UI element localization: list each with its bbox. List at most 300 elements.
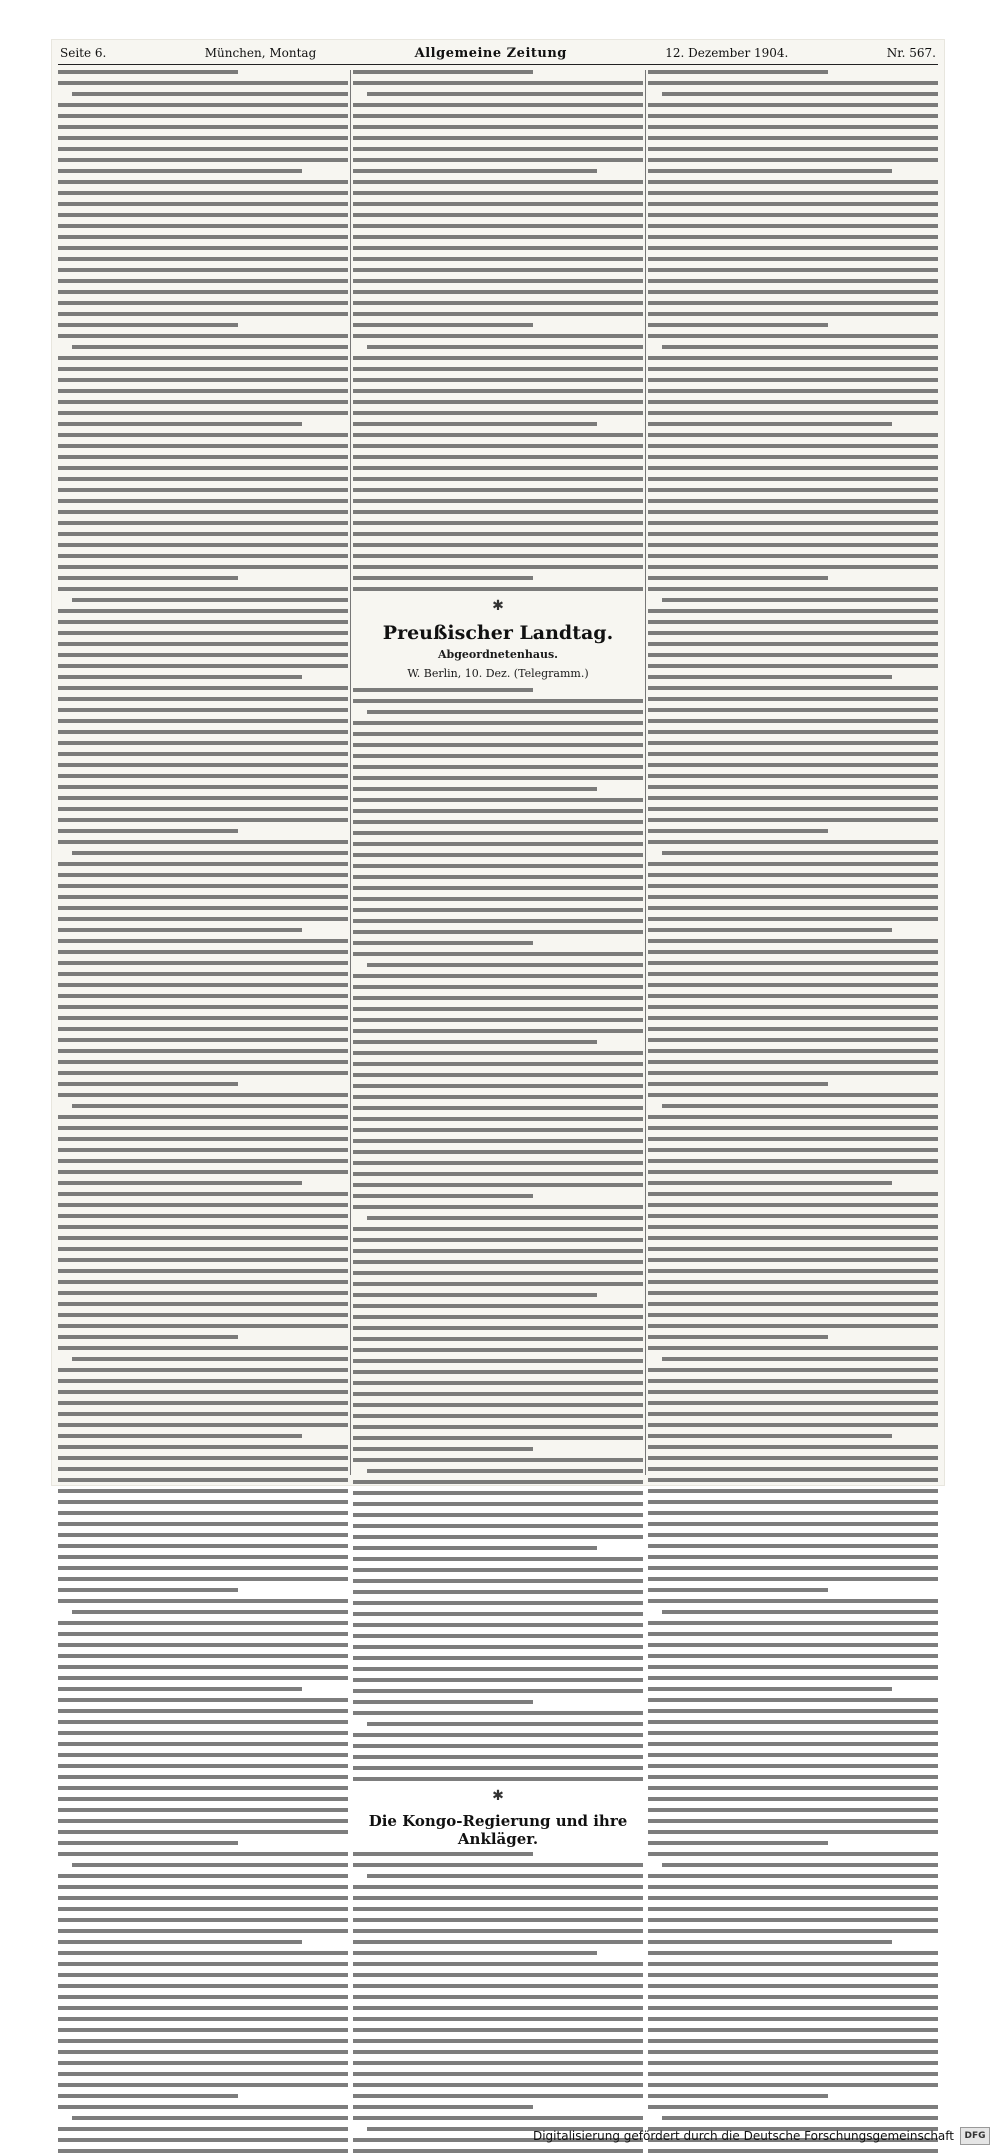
text-line	[353, 268, 643, 272]
text-line	[58, 334, 348, 338]
issue-date: 12. Dezember 1904.	[665, 46, 789, 60]
text-line	[648, 950, 938, 954]
text-line	[353, 1733, 643, 1737]
text-line	[648, 389, 938, 393]
text-line	[353, 532, 643, 536]
text-line	[58, 983, 348, 987]
text-line	[353, 444, 643, 448]
place-day: München, Montag	[204, 46, 317, 60]
text-line	[648, 1324, 938, 1328]
text-line	[58, 697, 348, 701]
text-line	[353, 235, 643, 239]
text-line	[353, 743, 643, 747]
text-line	[58, 752, 348, 756]
text-line	[648, 1621, 938, 1625]
text-line	[648, 1346, 938, 1350]
text-line	[58, 1401, 348, 1405]
text-line	[648, 2083, 938, 2087]
text-line	[58, 1687, 302, 1691]
text-line	[648, 829, 828, 833]
text-line	[353, 776, 643, 780]
text-line	[353, 1491, 643, 1495]
text-line	[353, 1260, 643, 1264]
text-line	[648, 1907, 938, 1911]
text-line	[353, 543, 643, 547]
text-line	[58, 1918, 348, 1922]
text-line	[58, 1082, 238, 1086]
text-line	[353, 1117, 643, 1121]
text-line	[353, 1755, 643, 1759]
text-line	[353, 70, 533, 74]
text-line	[353, 875, 643, 879]
text-line	[353, 301, 643, 305]
text-line	[648, 785, 938, 789]
text-line	[58, 620, 348, 624]
text-line	[353, 422, 597, 426]
text-line	[353, 158, 643, 162]
text-line	[662, 2116, 938, 2120]
text-line	[648, 224, 938, 228]
text-line	[353, 224, 643, 228]
text-line	[662, 92, 938, 96]
text-line	[353, 1040, 597, 1044]
text-line	[353, 1579, 643, 1583]
text-line	[353, 1293, 597, 1297]
text-line	[58, 1247, 348, 1251]
text-line	[648, 136, 938, 140]
text-line	[648, 367, 938, 371]
text-line	[58, 2017, 348, 2021]
text-line	[648, 1412, 938, 1416]
text-line	[648, 1643, 938, 1647]
text-line	[648, 2149, 938, 2153]
text-line	[58, 1236, 348, 1240]
text-line	[58, 136, 348, 140]
text-line	[58, 323, 238, 327]
text-line	[353, 1863, 643, 1867]
article-text-block	[353, 70, 643, 591]
text-line	[58, 1225, 348, 1229]
text-line	[648, 565, 938, 569]
text-line	[648, 1973, 938, 1977]
text-line	[648, 356, 938, 360]
text-line	[353, 1304, 643, 1308]
text-line	[58, 279, 348, 283]
text-line	[353, 1995, 643, 1999]
text-line	[353, 1172, 643, 1176]
text-line	[58, 488, 348, 492]
text-line	[353, 466, 643, 470]
text-line	[648, 1929, 938, 1933]
text-line	[58, 499, 348, 503]
text-line	[58, 1379, 348, 1383]
text-line	[648, 2017, 938, 2021]
text-line	[58, 1159, 348, 1163]
text-line	[648, 1962, 938, 1966]
text-line	[58, 1412, 348, 1416]
text-line	[648, 2094, 828, 2098]
text-line	[353, 389, 643, 393]
text-line	[58, 1555, 348, 1559]
text-line	[353, 1051, 643, 1055]
text-line	[648, 1478, 938, 1482]
text-line	[58, 2072, 348, 2076]
text-line	[58, 1434, 302, 1438]
text-line	[648, 1258, 938, 1262]
text-line	[58, 1390, 348, 1394]
text-line	[58, 1027, 348, 1031]
text-line	[648, 1027, 938, 1031]
text-line	[648, 1874, 938, 1878]
text-line	[648, 202, 938, 206]
text-line	[648, 1247, 938, 1251]
text-line	[58, 103, 348, 107]
text-line	[58, 719, 348, 723]
text-line	[58, 1632, 348, 1636]
text-line	[58, 1797, 348, 1801]
text-line	[648, 444, 938, 448]
text-line	[353, 334, 643, 338]
text-line	[58, 950, 348, 954]
text-line	[353, 1205, 643, 1209]
text-line	[58, 1907, 348, 1911]
text-line	[58, 2061, 348, 2065]
text-line	[353, 147, 643, 151]
issue-number: Nr. 567.	[886, 46, 936, 60]
text-line	[353, 103, 643, 107]
text-line	[648, 1676, 938, 1680]
text-line	[353, 831, 643, 835]
text-line	[58, 510, 348, 514]
text-line	[648, 587, 938, 591]
text-line	[648, 213, 938, 217]
text-line	[648, 1071, 938, 1075]
text-line	[648, 1467, 938, 1471]
text-line	[648, 1588, 828, 1592]
text-line	[648, 1060, 938, 1064]
text-line	[353, 930, 643, 934]
text-line	[58, 1005, 348, 1009]
text-line	[58, 1665, 348, 1669]
text-line	[58, 1291, 348, 1295]
text-line	[648, 1665, 938, 1669]
text-line	[367, 710, 643, 714]
text-line	[353, 1106, 643, 1110]
text-line	[58, 1544, 348, 1548]
text-line	[58, 730, 348, 734]
text-line	[353, 323, 533, 327]
text-line	[58, 1137, 348, 1141]
text-line	[648, 895, 938, 899]
text-line	[648, 1522, 938, 1526]
text-line	[648, 532, 938, 536]
text-line	[648, 1390, 938, 1394]
text-line	[58, 213, 348, 217]
text-line	[648, 576, 828, 580]
text-line	[58, 1808, 348, 1812]
text-line	[58, 1764, 348, 1768]
text-line	[353, 1973, 643, 1977]
text-line	[353, 2061, 643, 2065]
text-line	[648, 1093, 938, 1097]
text-line	[648, 1654, 938, 1658]
text-line	[353, 356, 643, 360]
text-line	[353, 455, 643, 459]
text-line	[648, 1731, 938, 1735]
text-line	[58, 1731, 348, 1735]
text-line	[367, 92, 643, 96]
text-line	[72, 345, 348, 349]
column-divider	[350, 70, 351, 1475]
text-line	[353, 1766, 643, 1770]
text-line	[367, 1469, 643, 1473]
text-line	[58, 1753, 348, 1757]
text-line	[648, 675, 892, 679]
text-line	[353, 853, 643, 857]
text-line	[72, 851, 348, 855]
text-line	[648, 378, 938, 382]
text-line	[648, 191, 938, 195]
text-line	[72, 1610, 348, 1614]
text-line	[648, 1236, 938, 1240]
text-line	[353, 1139, 643, 1143]
text-line	[353, 1929, 643, 1933]
text-line	[353, 897, 643, 901]
text-line	[58, 1258, 348, 1262]
text-line	[58, 785, 348, 789]
text-line	[58, 422, 302, 426]
text-line	[58, 2050, 348, 2054]
digitization-credit	[533, 2127, 990, 2145]
text-line	[648, 1555, 938, 1559]
column-2	[353, 70, 643, 1848]
text-line	[353, 1381, 643, 1385]
dateline: W. Berlin, 10. Dez. (Telegramm.)	[407, 667, 589, 680]
text-line	[648, 2105, 938, 2109]
text-line	[58, 972, 348, 976]
text-line	[353, 1392, 643, 1396]
text-line	[58, 444, 348, 448]
text-line	[648, 1225, 938, 1229]
text-line	[58, 1874, 348, 1878]
text-line	[353, 1271, 643, 1275]
text-line	[353, 2105, 533, 2109]
text-line	[58, 1621, 348, 1625]
text-line	[58, 1984, 348, 1988]
text-line	[353, 1667, 643, 1671]
text-line	[648, 983, 938, 987]
text-line	[353, 378, 643, 382]
text-line	[72, 1104, 348, 1108]
text-line	[648, 1181, 892, 1185]
text-line	[58, 686, 348, 690]
text-line	[648, 796, 938, 800]
text-line	[58, 675, 302, 679]
text-line	[58, 290, 348, 294]
text-line	[72, 598, 348, 602]
text-line	[58, 301, 348, 305]
text-line	[648, 1720, 938, 1724]
column-divider	[645, 70, 646, 1475]
text-line	[353, 1590, 643, 1594]
text-line	[353, 1885, 643, 1889]
text-line	[353, 1557, 643, 1561]
text-line	[353, 257, 643, 261]
text-line	[58, 1049, 348, 1053]
text-line	[353, 2094, 643, 2098]
text-line	[58, 609, 348, 613]
text-line	[353, 1282, 643, 1286]
text-line	[58, 1830, 348, 1834]
text-line	[648, 708, 938, 712]
text-line	[353, 1447, 533, 1451]
text-line	[58, 1533, 348, 1537]
text-line	[648, 1632, 938, 1636]
text-line	[353, 1984, 643, 1988]
text-line	[353, 1084, 643, 1088]
text-line	[648, 631, 938, 635]
text-line	[58, 1962, 348, 1966]
text-line	[58, 2083, 348, 2087]
text-line	[58, 708, 348, 712]
text-line	[58, 1346, 348, 1350]
text-line	[353, 114, 643, 118]
text-line	[353, 290, 643, 294]
text-line	[648, 686, 938, 690]
text-line	[648, 1434, 892, 1438]
text-line	[58, 1170, 348, 1174]
text-line	[648, 1786, 938, 1790]
text-line	[648, 862, 938, 866]
text-line	[72, 1357, 348, 1361]
text-line	[353, 1458, 643, 1462]
text-line	[353, 974, 643, 978]
text-line	[58, 356, 348, 360]
article-text-block	[353, 1852, 643, 2153]
text-line	[648, 730, 938, 734]
text-line	[648, 1291, 938, 1295]
text-line	[648, 917, 938, 921]
text-line	[58, 1995, 348, 1999]
text-line	[662, 1357, 938, 1361]
dfg-logo-icon: DFG	[960, 2127, 990, 2145]
text-line	[58, 1302, 348, 1306]
text-line	[648, 411, 938, 415]
credit-text: Digitalisierung gefördert durch die Deutsche Forschungsgemeinschaft	[532, 2129, 954, 2143]
section-separator: ✱	[492, 598, 504, 614]
text-line	[353, 1951, 597, 1955]
text-line	[353, 1907, 643, 1911]
text-line	[58, 1115, 348, 1119]
text-line	[648, 994, 938, 998]
page-header	[60, 44, 936, 62]
text-line	[58, 400, 348, 404]
text-line	[58, 477, 348, 481]
text-line	[353, 213, 643, 217]
text-line	[58, 521, 348, 525]
text-line	[58, 411, 348, 415]
text-line	[648, 2006, 938, 2010]
text-line	[58, 1522, 348, 1526]
text-line	[353, 820, 643, 824]
text-line	[648, 1005, 938, 1009]
text-line	[648, 1137, 938, 1141]
text-line	[58, 994, 348, 998]
text-line	[58, 180, 348, 184]
text-line	[648, 246, 938, 250]
text-line	[367, 963, 643, 967]
text-line	[662, 1104, 938, 1108]
text-line	[648, 1445, 938, 1449]
text-line	[353, 1359, 643, 1363]
text-line	[353, 1962, 643, 1966]
text-line	[58, 246, 348, 250]
text-line	[58, 433, 348, 437]
text-line	[648, 1489, 938, 1493]
text-line	[353, 919, 643, 923]
text-line	[353, 2017, 643, 2021]
text-line	[353, 721, 643, 725]
text-line	[353, 400, 643, 404]
text-line	[648, 741, 938, 745]
text-line	[58, 642, 348, 646]
text-line	[58, 741, 348, 745]
text-line	[648, 1456, 938, 1460]
article-text-block	[58, 70, 348, 2153]
text-line	[353, 688, 533, 692]
text-line	[58, 158, 348, 162]
text-line	[58, 1060, 348, 1064]
text-line	[353, 1403, 643, 1407]
text-line	[58, 1148, 348, 1152]
text-line	[353, 2116, 643, 2120]
text-line	[353, 191, 643, 195]
text-line	[353, 576, 533, 580]
text-line	[648, 169, 892, 173]
text-line	[353, 565, 643, 569]
text-line	[648, 1764, 938, 1768]
text-line	[353, 1918, 643, 1922]
text-line	[58, 466, 348, 470]
text-line	[353, 2039, 643, 2043]
text-line	[648, 1192, 938, 1196]
text-line	[58, 554, 348, 558]
text-line	[58, 576, 238, 580]
text-line	[353, 169, 597, 173]
text-line	[58, 1588, 238, 1592]
text-line	[58, 378, 348, 382]
text-line	[648, 499, 938, 503]
text-line	[648, 840, 938, 844]
text-line	[58, 1214, 348, 1218]
text-line	[58, 1676, 348, 1680]
text-line	[353, 1896, 643, 1900]
text-line	[367, 1722, 643, 1726]
text-line	[648, 1544, 938, 1548]
text-line	[58, 653, 348, 657]
text-line	[353, 312, 643, 316]
text-line	[58, 169, 302, 173]
text-line	[648, 1016, 938, 1020]
text-line	[353, 1007, 643, 1011]
text-line	[648, 1984, 938, 1988]
text-line	[353, 798, 643, 802]
text-line	[353, 1502, 643, 1506]
text-line	[648, 334, 938, 338]
text-line	[648, 510, 938, 514]
text-line	[353, 1194, 533, 1198]
text-line	[648, 807, 938, 811]
